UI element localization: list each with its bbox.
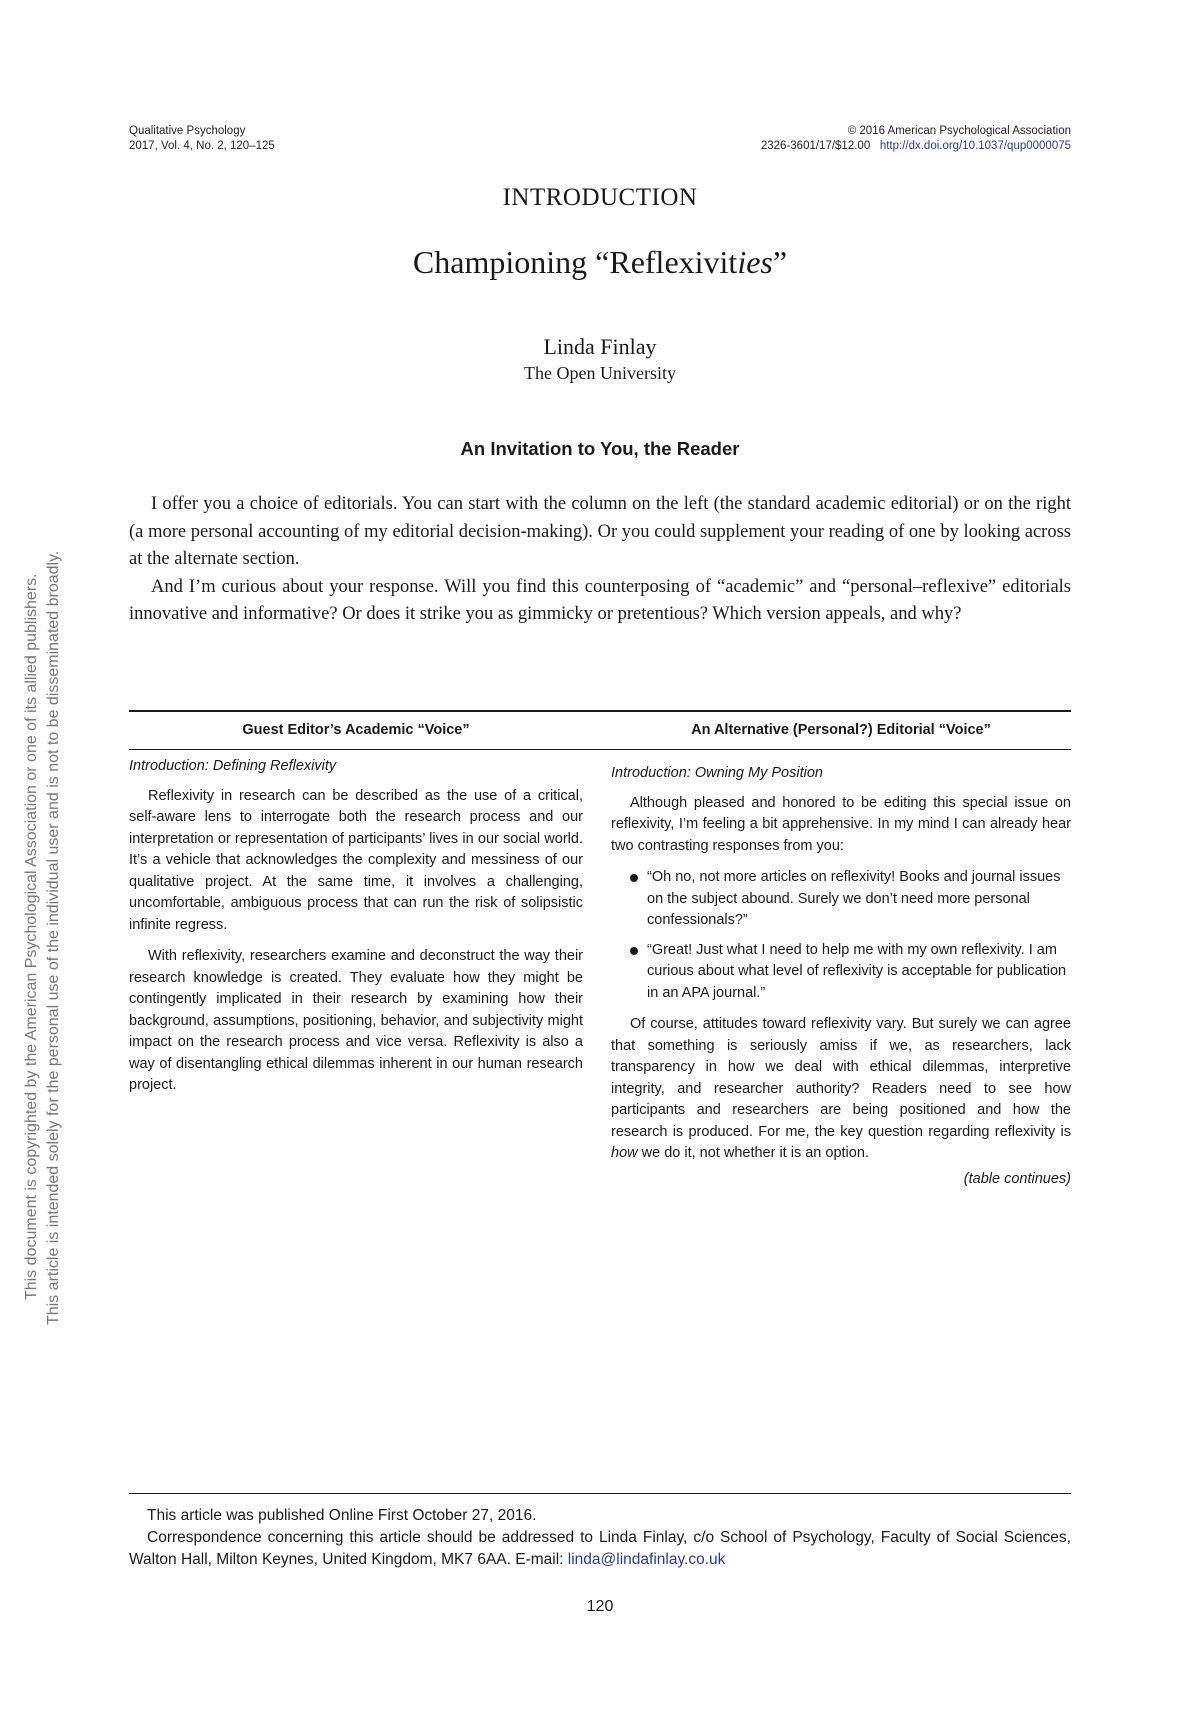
publication-note: This article was published Online First October 27, 2016.: [147, 1507, 537, 1524]
copyright-sidebar-line-2: This article is intended solely for the personal use of the individual user and is not to be disseminated broadly.: [45, 550, 62, 1325]
response-list: [611, 867, 1071, 1004]
invitation-paragraph-1: I offer you a choice of editorials. You can start with the column on the left (the standard academic editorial) or on the right (a more personal accounting of my editorial decision-making). Or you could supplement your reading of one by looking across at the alternate section.: [129, 494, 1071, 569]
issn: 2326-3601/17/$12.00: [760, 140, 871, 152]
right-paragraph-2-start: Of course, attitudes toward reflexivity vary. But surely we can agree that something is seriously amiss if we, as researchers, lack transparency in how we deal with ethical dilemmas, interpretive integrity, and researcher authority? Readers need to see how participants and researchers are being positioned and how the research is produced. For me, the key question regarding reflexivity is: [611, 1016, 1071, 1140]
right-paragraph-2-end: we do it, not whether it is an option.: [637, 1145, 869, 1161]
table-header-rule: [129, 749, 1071, 750]
table-top-rule: [129, 710, 1071, 712]
correspondence-text: Correspondence concerning this article should be addressed to Linda Finlay, c/o School of Psychology, Faculty of Social Sciences, Walton Hall, Milton Keynes, United Kingdom, MK7 6AA. E-mail:: [129, 1529, 1071, 1568]
doi-link[interactable]: http://dx.doi.org/10.1037/qup0000075: [879, 140, 1071, 152]
author-name: Linda Finlay: [543, 334, 657, 359]
footnote: [129, 1505, 1071, 1571]
left-column-header: Guest Editor’s Academic “Voice”: [242, 722, 470, 738]
right-subheading: Introduction: Owning My Position: [611, 765, 823, 781]
journal-volume: 2017, Vol. 4, No. 2, 120–125: [129, 140, 275, 152]
right-paragraph-1: Although pleased and honored to be editing this special issue on reflexivity, I’m feeling a bit apprehensive. In my mind I can already hear two contrasting responses from you:: [611, 794, 1071, 854]
bullet-icon: [630, 947, 638, 955]
bullet-text: “Oh no, not more articles on reflexivity! Books and journal issues on the subject abound. Surely we don’t need more personal confessionals?”: [647, 869, 1061, 928]
journal-header-left: [129, 124, 275, 154]
list-item: [611, 867, 1071, 932]
copyright-sidebar-line-1: This document is copyrighted by the American Psychological Association or one of its allied publishers.: [23, 573, 40, 1300]
journal-header-right: [761, 124, 1071, 154]
bullet-icon: [630, 874, 638, 882]
bullet-text: “Great! Just what I need to help me with my own reflexivity. I am curious about what level of reflexivity is acceptable for publication in an APA journal.”: [647, 941, 1067, 1001]
invitation-text: [129, 491, 1071, 629]
table-continues-note: (table continues): [963, 1170, 1071, 1187]
right-column-header: An Alternative (Personal?) Editorial “Voice”: [691, 722, 991, 738]
journal-name: Qualitative Psychology: [129, 125, 246, 137]
invitation-paragraph-2: And I’m curious about your response. Will you find this counterposing of “academic” and “personal–reflexive” editorials innovative and informative? Or does it strike you as gimmicky or pretentious? Which version appeals, and why?: [129, 576, 1071, 624]
right-paragraph-2: [611, 1014, 1071, 1165]
copyright-line: © 2016 American Psychological Association: [847, 125, 1071, 137]
title-main: Championing “Reflexivit: [412, 244, 738, 280]
left-column: [129, 756, 583, 1097]
left-subheading: Introduction: Defining Reflexivity: [129, 758, 337, 774]
footnote-rule: [129, 1493, 1071, 1494]
right-column: [611, 763, 1071, 1190]
invitation-heading: An Invitation to You, the Reader: [460, 438, 740, 459]
title-italic: ies: [737, 244, 773, 280]
author-affiliation: The Open University: [524, 363, 676, 383]
issn-doi-line: [761, 139, 1071, 154]
list-item: [611, 940, 1071, 1005]
left-paragraph-1: Reflexivity in research can be described as the use of a critical, self-aware lens to interrogate both the research process and our interpretation or representation of participants’ lives in our social world. It’s a vehicle that acknowledges the complexity and messiness of our qualitative project. At the same time, it involves a challenging, uncomfortable, ambiguous process that can run the risk of solipsistic infinite regress.: [129, 787, 583, 933]
article-title: [0, 244, 1200, 281]
left-paragraph-2: With reflexivity, researchers examine and deconstruct the way their research knowledge is created. They evaluate how they might be contingently implicated in their research by examining how their background, assumptions, positioning, behavior, and subjectivity might impact on the research process and vice versa. Reflexivity is also a way of disentangling ethical dilemmas inherent in our human research project.: [129, 948, 583, 1093]
right-paragraph-2-italic: how: [611, 1145, 638, 1161]
section-label: INTRODUCTION: [502, 184, 698, 211]
correspondence-note: [129, 1527, 1071, 1571]
email-link[interactable]: linda@lindafinlay.co.uk: [567, 1551, 726, 1568]
page-number: 120: [586, 1598, 614, 1615]
title-end: ”: [772, 244, 788, 280]
